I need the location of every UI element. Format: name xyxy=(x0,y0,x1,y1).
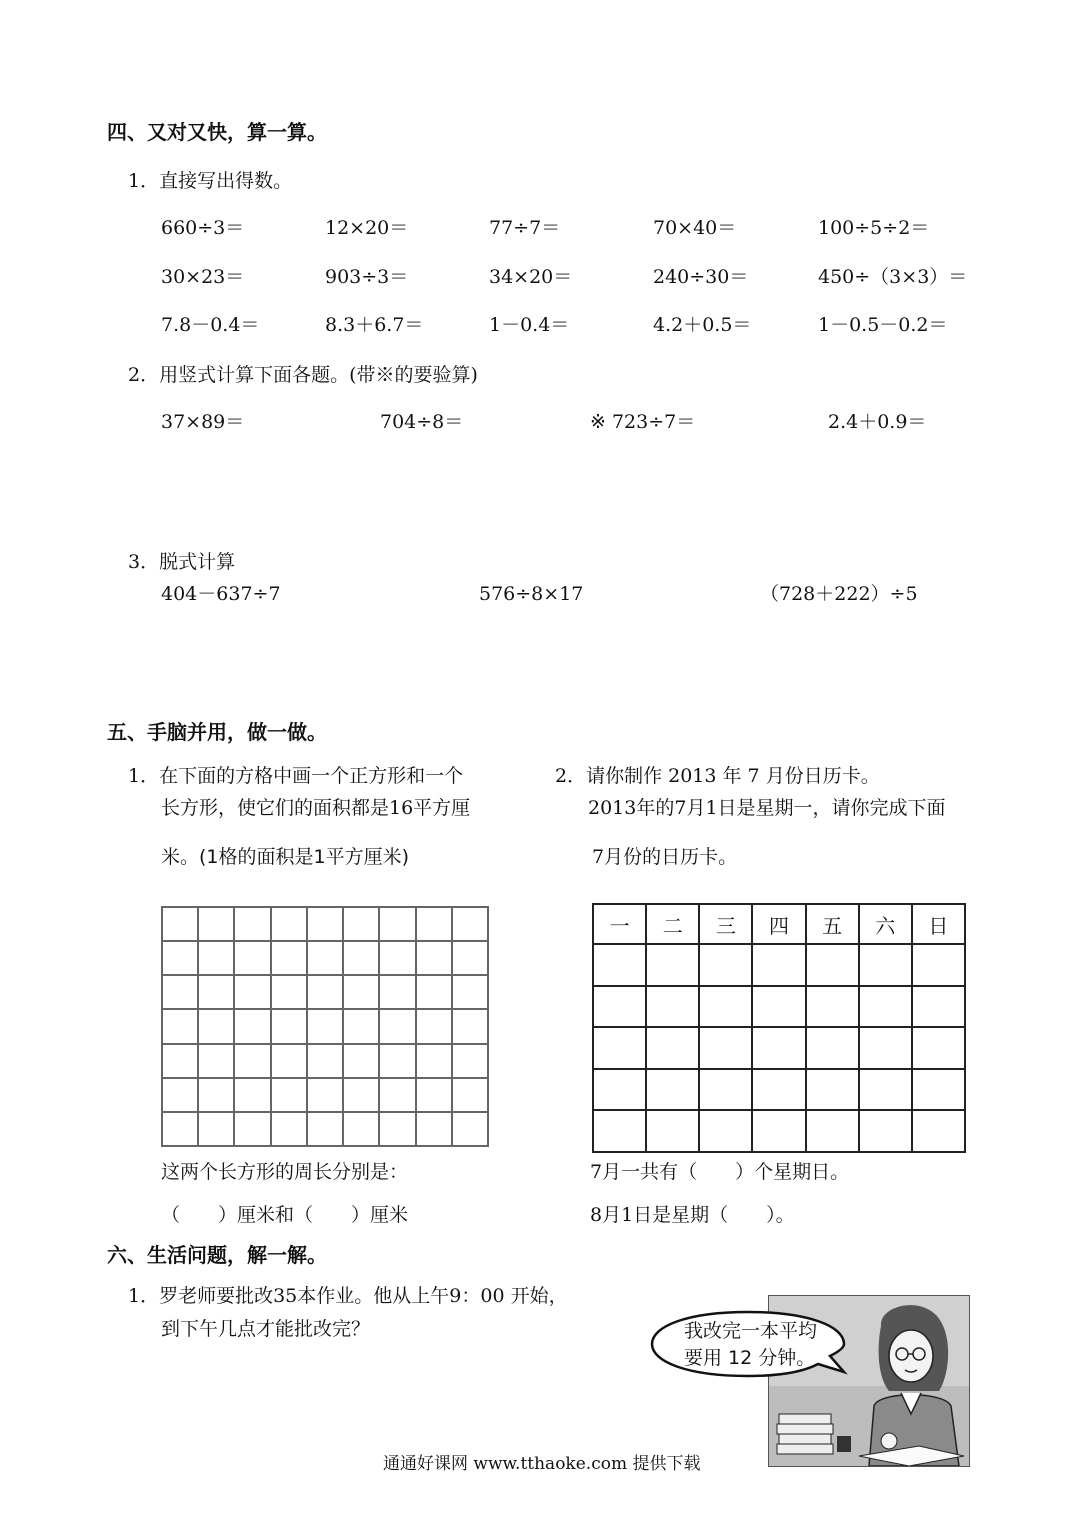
grid-cell[interactable] xyxy=(416,1009,452,1043)
weekday-header: 三 xyxy=(699,904,752,944)
calc-item: 7.8－0.4＝ xyxy=(161,314,260,336)
grid-cell[interactable] xyxy=(234,941,270,975)
grid-cell[interactable] xyxy=(307,1044,343,1078)
calendar-day-cell[interactable] xyxy=(646,1027,699,1069)
calendar-day-cell[interactable] xyxy=(699,1027,752,1069)
calc-item: 8.3＋6.7＝ xyxy=(325,314,424,336)
calendar-day-cell[interactable] xyxy=(646,1069,699,1111)
vertical-calc-item: 2.4＋0.9＝ xyxy=(828,411,927,433)
section-4-title: 四、又对又快，算一算。 xyxy=(107,120,327,144)
perimeter-answer-blanks: （ ）厘米和（ ）厘米 xyxy=(161,1204,409,1226)
calendar-day-cell[interactable] xyxy=(859,944,912,986)
weekday-header: 六 xyxy=(859,904,912,944)
calc-item: 70×40＝ xyxy=(653,217,737,239)
grid-cell[interactable] xyxy=(452,907,488,941)
q6-1-line: 到下午几点才能批改完？ xyxy=(161,1318,371,1340)
calendar-day-cell[interactable] xyxy=(752,1069,805,1111)
page-footer: 通通好课网 www.tthaoke.com 提供下载 xyxy=(383,1454,701,1474)
calc-item: 903÷3＝ xyxy=(325,266,409,288)
calendar-day-cell[interactable] xyxy=(806,1069,859,1111)
grid-cell[interactable] xyxy=(271,907,307,941)
bubble-text: 要用 12 分钟。 xyxy=(684,1347,816,1369)
weekday-header: 二 xyxy=(646,904,699,944)
grid-cell[interactable] xyxy=(162,1009,198,1043)
grid-cell[interactable] xyxy=(234,907,270,941)
bubble-text: 我改完一本平均 xyxy=(684,1320,818,1342)
calendar-day-cell[interactable] xyxy=(912,1069,965,1111)
calc-item: 1－0.5－0.2＝ xyxy=(818,314,948,336)
q5-2-line: 7月份的日历卡。 xyxy=(592,846,738,868)
q5-1-line: 1．在下面的方格中画一个正方形和一个 xyxy=(128,765,464,787)
grid-cell[interactable] xyxy=(379,1078,415,1112)
stepwise-calc-item: 404－637÷7 xyxy=(161,583,281,605)
grid-cell[interactable] xyxy=(416,941,452,975)
calendar-day-cell[interactable] xyxy=(752,944,805,986)
grid-cell[interactable] xyxy=(307,1009,343,1043)
perimeter-question: 这两个长方形的周长分别是： xyxy=(161,1161,409,1183)
calendar-day-cell[interactable] xyxy=(806,1027,859,1069)
calendar-day-cell[interactable] xyxy=(593,944,646,986)
grid-cell[interactable] xyxy=(234,975,270,1009)
speech-bubble xyxy=(648,1306,848,1386)
calendar-day-cell[interactable] xyxy=(752,986,805,1028)
grid-cell[interactable] xyxy=(198,975,234,1009)
grid-cell[interactable] xyxy=(234,1112,270,1146)
grid-cell[interactable] xyxy=(162,941,198,975)
calendar-day-cell[interactable] xyxy=(646,986,699,1028)
calc-item: 30×23＝ xyxy=(161,266,245,288)
calendar-day-cell[interactable] xyxy=(593,1069,646,1111)
grid-cell[interactable] xyxy=(343,1112,379,1146)
q4-3-label: 3．脱式计算 xyxy=(128,551,236,573)
calc-item: 34×20＝ xyxy=(489,266,573,288)
calendar-day-cell[interactable] xyxy=(912,986,965,1028)
vertical-calc-item: ※ 723÷7＝ xyxy=(590,411,696,433)
grid-cell[interactable] xyxy=(452,1112,488,1146)
q5-2-line: 2013年的7月1日是星期一，请你完成下面 xyxy=(588,797,946,819)
calendar-day-cell[interactable] xyxy=(699,986,752,1028)
calendar-day-cell[interactable] xyxy=(699,1069,752,1111)
grid-cell[interactable] xyxy=(307,975,343,1009)
grid-cell[interactable] xyxy=(271,1044,307,1078)
calendar-day-cell[interactable] xyxy=(752,1110,805,1152)
grid-cell[interactable] xyxy=(307,1112,343,1146)
section-6-title: 六、生活问题，解一解。 xyxy=(107,1243,327,1267)
grid-cell[interactable] xyxy=(198,1078,234,1112)
grid-cell[interactable] xyxy=(198,907,234,941)
q5-1-line: 米。(1格的面积是1平方厘米) xyxy=(161,846,410,868)
calendar-day-cell[interactable] xyxy=(859,1069,912,1111)
aug1-question: 8月1日是星期（ ）。 xyxy=(590,1204,795,1226)
grid-cell[interactable] xyxy=(307,941,343,975)
grid-cell[interactable] xyxy=(379,1112,415,1146)
grid-cell[interactable] xyxy=(162,1112,198,1146)
grid-cell[interactable] xyxy=(198,1112,234,1146)
calendar-day-cell[interactable] xyxy=(646,944,699,986)
weekday-header: 一 xyxy=(593,904,646,944)
grid-cell[interactable] xyxy=(234,1078,270,1112)
sundays-question: 7月一共有（ ）个星期日。 xyxy=(590,1161,850,1183)
grid-cell[interactable] xyxy=(234,1009,270,1043)
grid-cell[interactable] xyxy=(343,907,379,941)
calc-item: 1－0.4＝ xyxy=(489,314,570,336)
grid-cell[interactable] xyxy=(162,1078,198,1112)
grid-cell[interactable] xyxy=(379,1009,415,1043)
grid-cell[interactable] xyxy=(379,975,415,1009)
grid-cell[interactable] xyxy=(452,975,488,1009)
grid-cell[interactable] xyxy=(343,1044,379,1078)
calc-item: 77÷7＝ xyxy=(489,217,561,239)
grid-cell[interactable] xyxy=(162,1044,198,1078)
calendar-day-cell[interactable] xyxy=(752,1027,805,1069)
grid-cell[interactable] xyxy=(379,941,415,975)
grid-cell[interactable] xyxy=(271,941,307,975)
q4-2-label: 2．用竖式计算下面各题。(带※的要验算) xyxy=(128,364,478,386)
grid-cell[interactable] xyxy=(416,1044,452,1078)
calc-item: 100÷5÷2＝ xyxy=(818,217,930,239)
grid-cell[interactable] xyxy=(162,907,198,941)
grid-cell[interactable] xyxy=(198,1009,234,1043)
weekday-header: 日 xyxy=(912,904,965,944)
calc-item: 4.2＋0.5＝ xyxy=(653,314,752,336)
grid-cell[interactable] xyxy=(271,1078,307,1112)
grid-cell[interactable] xyxy=(343,975,379,1009)
grid-cell[interactable] xyxy=(452,941,488,975)
grid-cell[interactable] xyxy=(452,1078,488,1112)
grid-cell[interactable] xyxy=(452,1009,488,1043)
calendar-day-cell[interactable] xyxy=(699,944,752,986)
grid-cell[interactable] xyxy=(379,1044,415,1078)
grid-cell[interactable] xyxy=(307,1078,343,1112)
vertical-calc-item: 704÷8＝ xyxy=(380,411,464,433)
calendar-day-cell[interactable] xyxy=(912,1110,965,1152)
calc-item: 450÷（3×3）＝ xyxy=(818,266,968,288)
grid-cell[interactable] xyxy=(379,907,415,941)
grid-cell[interactable] xyxy=(343,1078,379,1112)
grid-cell[interactable] xyxy=(198,1044,234,1078)
calendar-day-cell[interactable] xyxy=(806,944,859,986)
calendar-day-cell[interactable] xyxy=(859,1110,912,1152)
grid-cell[interactable] xyxy=(452,1044,488,1078)
grid-cell[interactable] xyxy=(416,1112,452,1146)
q6-1-line: 1．罗老师要批改35本作业。他从上午9：00 开始， xyxy=(128,1285,568,1307)
calendar-day-cell[interactable] xyxy=(912,1027,965,1069)
grid-cell[interactable] xyxy=(343,1009,379,1043)
calendar-day-cell[interactable] xyxy=(593,1110,646,1152)
calc-item: 240÷30＝ xyxy=(653,266,749,288)
calendar-day-cell[interactable] xyxy=(806,1110,859,1152)
weekday-header: 四 xyxy=(752,904,805,944)
section-5-title: 五、手脑并用，做一做。 xyxy=(107,720,327,744)
grid-cell[interactable] xyxy=(416,975,452,1009)
grid-cell[interactable] xyxy=(416,907,452,941)
grid-cell[interactable] xyxy=(271,975,307,1009)
stepwise-calc-item: （728＋222）÷5 xyxy=(760,583,918,605)
grid-cell[interactable] xyxy=(198,941,234,975)
calendar-day-cell[interactable] xyxy=(806,986,859,1028)
q5-1-line: 长方形，使它们的面积都是16平方厘 xyxy=(161,797,471,819)
calc-item: 12×20＝ xyxy=(325,217,409,239)
grid-cell[interactable] xyxy=(307,907,343,941)
q4-1-label: 1．直接写出得数。 xyxy=(128,170,293,192)
grid-cell[interactable] xyxy=(416,1078,452,1112)
grid-cell[interactable] xyxy=(234,1044,270,1078)
grid-cell[interactable] xyxy=(271,1112,307,1146)
stepwise-calc-item: 576÷8×17 xyxy=(479,583,584,605)
grid-cell[interactable] xyxy=(343,941,379,975)
q5-2-line: 2．请你制作 2013 年 7 月份日历卡。 xyxy=(555,765,880,787)
grid-cell[interactable] xyxy=(162,975,198,1009)
weekday-header: 五 xyxy=(806,904,859,944)
calc-item: 660÷3＝ xyxy=(161,217,245,239)
calendar-day-cell[interactable] xyxy=(646,1110,699,1152)
calendar-day-cell[interactable] xyxy=(912,944,965,986)
calendar-day-cell[interactable] xyxy=(859,1027,912,1069)
calendar-day-cell[interactable] xyxy=(859,986,912,1028)
calendar-table xyxy=(592,903,966,1153)
square-grid[interactable] xyxy=(161,906,489,1147)
calendar-day-cell[interactable] xyxy=(593,1027,646,1069)
calendar-day-cell[interactable] xyxy=(699,1110,752,1152)
vertical-calc-item: 37×89＝ xyxy=(161,411,245,433)
calendar-day-cell[interactable] xyxy=(593,986,646,1028)
grid-cell[interactable] xyxy=(271,1009,307,1043)
